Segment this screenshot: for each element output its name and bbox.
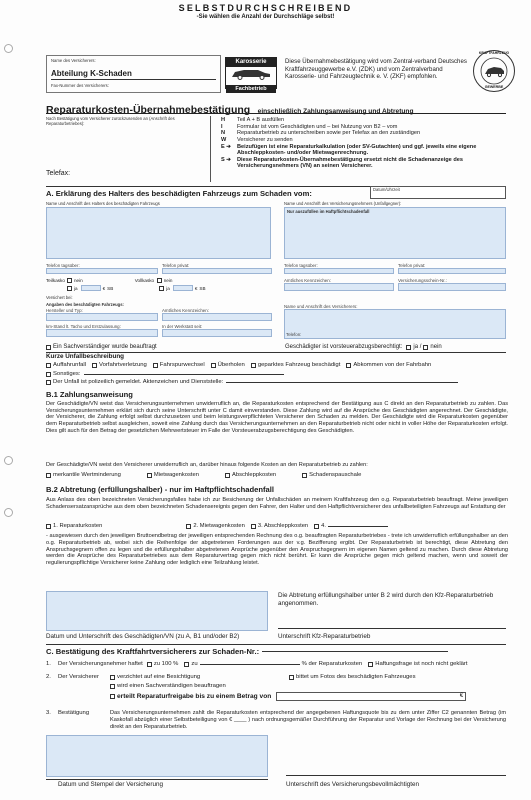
c-row2: 2. Der Versicherer verzichtet auf eine Besichtigung bittet um Fotos des beschädigten Fahrzeuges wird einen Sachverständigen beauftragen erteilt Reparaturfreigabe bis zu einem Betrag von € — [46, 674, 508, 701]
seal-top-text: KRAFTFAHRZEUG — [478, 51, 510, 55]
section-a-title: A. Erklärung des Halters des beschädigten Fahrzeugs zum Schaden vom: — [46, 189, 312, 198]
accident-type-row: Auffahrunfall Vorfahrtverletzung Fahrspurwechsel Überholen geparktes Fahrzeug beschädigt Abkommen von der Fahrbahn — [46, 362, 516, 368]
c-sign-left: Datum und Stempel der Versicherung — [58, 781, 164, 788]
repair-release-checkbox[interactable] — [110, 694, 115, 699]
instruction-row: E ➔ Beizufügen ist eine Reparaturkalkulation (oder SV-Gutachten) und ggf. jeweils eine eigene Abschleppkosten- und/oder Mietwagenrechnung. — [221, 143, 477, 157]
c-row3: 3. Bestätigung Das Versicherungsunternehmen zahlt die Reparaturkosten entsprechend der angegebenen Haftungsquote bis zu dem unter Ziffer C2 genannten Betrag (im Kaskofall abzüglich einer Selbstbeteiligung von € ____ ) nach ordnungsgemäßer Durchführung der Reparatur und Vorlage der Rechnung bei der Versicherung direkt an den Reparaturbetrieb. — [46, 710, 506, 730]
b1-text2: Der Geschädigte/VN weist den Versicherer unwiderruflich an, darüber hinaus folgende Kosten an den Reparaturbetrieb zu zahlen: — [46, 462, 368, 468]
vat-label: Geschädigter ist vorsteuerabzugsberechtigt: — [285, 344, 403, 350]
sonstiges-field[interactable] — [84, 374, 284, 375]
geschaedigter-signature-field[interactable] — [46, 591, 268, 631]
b2-sign-left: Datum und Unterschrift des Geschädigten/VN (zu A, B1 und/oder B2) — [46, 633, 240, 640]
instructions-list — [221, 117, 511, 170]
section-c-title: C. Bestätigung des Kraftfahrtversicherers zur Schaden-Nr.: — [46, 647, 260, 656]
vat-ja-checkbox[interactable] — [406, 345, 411, 350]
haftung-100-checkbox[interactable] — [147, 662, 152, 667]
car-icon — [226, 67, 276, 80]
vehicle-plate-label: Amtliches Kennzeichen: — [162, 308, 209, 313]
vn-plate-label: Amtliches Kennzeichen: — [284, 278, 331, 283]
return-address-box[interactable] — [46, 116, 211, 182]
schaden-nr-field[interactable] — [262, 651, 448, 652]
phone-day-field[interactable] — [46, 268, 158, 274]
policy-number-label: Versicherungsschein-Nr.: — [398, 278, 447, 283]
c-row3-text: Das Versicherungsunternehmen zahlt die Reparaturkosten entsprechend der angegebenen Haftungsquote bis zu dem unter Ziffer C2 genannten Betrag (im Kaskofall abzüglich einer Selbstbeteiligung von € ____ ) nach ordnungsgemäßer Durchführung der Reparatur und Vorlage der Rechnung bei der Versicherung direkt an den Reparaturbetrieb. — [110, 710, 506, 730]
vollkasko-label: Vollkasko — [134, 278, 155, 283]
vn-label: Name und Anschrift des Versicherungsnehmers (Unfallgegner): — [284, 201, 402, 206]
holder-label: Name und Anschrift des Halters des beschädigten Fahrzeugs — [46, 201, 160, 206]
insurer-fax-label: Fax-Nummer des Versicherers: — [51, 83, 109, 88]
insurer-signature-line[interactable] — [286, 775, 506, 776]
haftung-quote-checkbox[interactable] — [184, 662, 189, 667]
accident-type-checkbox[interactable] — [153, 363, 158, 368]
instruction-row: I Formular ist vom Geschädigten und – bei Nutzung von B2 – vom — [221, 123, 398, 130]
b2-mietwagen-checkbox[interactable] — [186, 524, 191, 529]
teilkasko-label: Teilkasko — [46, 278, 65, 283]
teilkasko-sb-field[interactable] — [81, 285, 101, 291]
vn-insurer-label: Name und Anschrift des Versicherers: — [284, 304, 358, 309]
policy-number-field[interactable] — [398, 283, 506, 291]
b1-text: Der Geschädigte/VN weist das Versicherungsunternehmen unwiderruflich an, die Reparaturkosten entsprechend der Bestätigung aus C direkt an den Reparaturbetrieb zu zahlen. Das Versicherungsunternehmen erklärt sich durch seine Unterschrift unter C damit einverstanden. Diese Zahlung wird auf die Ansprüche des Geschädigten angerechnet. Der Geschädigte, der Versicherer, die Zahlung erfolgt selbst durchzusetzen und beim leistungsverpflichteten Versicherer den Schaden zu melden. Der Geschädigte wird die Reparaturkosten gegenüber dem Reparaturbetrieb selbst ausgleichen, soweit eine Zahlung durch das Versicherungsunternehmen an den Reparaturbetrieb nicht oder nicht in voller Höhe der Reparaturkosten erfolgt. Dies gilt auch für den Betrag der gesetzlichen Mehrwertsteuer im Falle der Vorsteuerabzugsberechtigung des Geschädigten. — [46, 401, 508, 434]
instruction-row: N Reparaturbetrieb zu unterschreiben sowie per Telefax an den zuständigen — [221, 130, 421, 137]
workshop-signature-line[interactable] — [278, 628, 506, 629]
teilkasko-nein-checkbox[interactable] — [67, 278, 72, 283]
vehicle-data-label: Angaben des beschädigten Fahrzeugs: — [46, 302, 124, 307]
vn-insurer-field[interactable]: Telefon: — [284, 309, 506, 339]
sonstiges-label: Sonstiges: — [53, 371, 81, 377]
telefax-label: Telefax: — [46, 170, 71, 177]
b2-accept-text: Die Abtretung erfüllungshalber unter B 2 wird durch den Kfz-Reparaturbetrieb angenommen. — [278, 592, 494, 607]
c-row1: 1. Der Versicherungsnehmer haftet zu 100 % zu % der Reparaturkosten Haftungsfrage ist noch nicht geklärt — [46, 661, 468, 667]
holder-address-field[interactable] — [46, 207, 271, 259]
punch-hole-middle — [4, 456, 13, 465]
haftung-unklar-checkbox[interactable] — [368, 662, 373, 667]
workshop-since-label: In der Werkstatt seit: — [162, 324, 203, 329]
b2-title: B.2 Abtretung (erfüllungshalber) - nur im Haftpflichtschadenfall — [46, 485, 274, 494]
return-address-label: Nach Bestätigung vom Versicherer zurückzusenden an (Anschrift des Reparaturbetriebes): — [46, 116, 175, 126]
teilkasko-ja-checkbox[interactable] — [67, 286, 72, 291]
b2-text2: - ausgewiesen durch den jeweiligen Bruttoendbetrag der jeweiligen entsprechenden Rechnung des o.g. beauftragten Reparaturbetriebes - trete ich unwiderruflich erfüllungshalber an den o.g. Reparaturbetrieb ab, wobei sich die Reihenfolge der abgetretenen Forderungen aus der v.g. Bezifferung ergibt. Der Reparaturbetrieb ist berechtigt, diese Abtretung den Anspruchsgegnern offen zu legen und die erfüllungshalber abgetretenen Ansprüche gegenüber den Anspruchsgegnern im eigenen Namen geltend zu machen. Durch diese Abtretung werden die Ansprüche des Reparaturbetriebes aus dem Reparaturvertrag gegen mich nicht berührt. Er kann die Ansprüche gegen mich geltend machen, wenn und soweit der regulierungspflichtige Versicherer keine Zahlung oder lediglich eine Teilzahlung leistet. — [46, 533, 508, 567]
phone-private-field[interactable] — [162, 268, 272, 274]
vehicle-plate-field[interactable] — [162, 313, 272, 321]
accident-type-checkbox[interactable] — [251, 363, 256, 368]
short-desc-title: Kurze Unfallbeschreibung — [46, 353, 125, 360]
photos-checkbox[interactable] — [289, 675, 294, 680]
b2-other-checkbox[interactable] — [314, 524, 319, 529]
pauschale-checkbox[interactable] — [302, 473, 307, 478]
km-field[interactable] — [46, 329, 158, 337]
liability-only-label: Nur auszufüllen im Haftpflichtschadenfall — [287, 209, 370, 214]
insurer-name-label: Name des Versicherers: — [51, 58, 96, 63]
workshop-since-field[interactable] — [162, 329, 272, 337]
insurer-stamp-field[interactable] — [46, 735, 268, 777]
main-title-suffix: einschließlich Zahlungsanweisung und Abtretung — [257, 108, 414, 115]
b2-reparatur-checkbox[interactable] — [46, 524, 51, 529]
sonstiges-checkbox[interactable] — [46, 372, 51, 377]
repair-release-amount-field[interactable]: € — [276, 692, 466, 701]
vollkasko-nein-checkbox[interactable] — [157, 278, 162, 283]
expert-checkbox[interactable] — [46, 345, 51, 350]
instruction-row: H Teil A + B ausfüllen — [221, 117, 285, 123]
police-label: Der Unfall ist polizeilich gemeldet. Aktenzeichen und Dienststelle: — [53, 379, 224, 385]
police-field[interactable] — [226, 382, 458, 383]
b2-items: 1. Reparaturkosten 2. Mietwagenkosten 3. Abschleppkosten 4. — [46, 523, 388, 529]
instruction-row: S ➔ Diese Reparaturkosten-Übernahmebestätigung ersetzt nicht die Schadenanzeige des Versicherungsnehmers (VN) an seinen Versicherer. — [221, 156, 463, 170]
expert-label: Ein Sachverständiger wurde beauftragt — [53, 344, 157, 350]
punch-hole-top — [4, 44, 13, 53]
karosserie-logo — [225, 57, 277, 92]
logo-top-text: Karosserie — [226, 58, 276, 67]
police-checkbox[interactable] — [46, 380, 51, 385]
no-inspection-checkbox[interactable] — [110, 675, 115, 680]
km-label: km-Stand lt. Tacho und Erstzulassung: — [46, 324, 121, 329]
vn-phone-day-field[interactable] — [284, 268, 394, 274]
accident-type-checkbox[interactable] — [211, 363, 216, 368]
title-rule — [46, 113, 506, 114]
phone-private-label: Telefon privat: — [162, 263, 190, 268]
accident-type-checkbox[interactable] — [92, 363, 97, 368]
mietwagen-checkbox[interactable] — [147, 473, 152, 478]
b2-sign-right: Unterschrift Kfz-Reparaturbetrieb — [278, 633, 371, 640]
vollkasko-ja-checkbox[interactable] — [159, 286, 164, 291]
vn-address-field[interactable] — [284, 207, 506, 259]
maker-label: Hersteller und Typ: — [46, 308, 83, 313]
endorsement-text: Diese Übernahmebestätigung wird vom Zentral-verband Deutsches Kraftfahrzeuggewerbe e.V. (ZDK) und vom Zentralverband Karosserie- und Fahrzeugtechnik e. V. (ZKF) empfohlen. — [285, 58, 467, 80]
accident-type-checkbox[interactable] — [46, 363, 51, 368]
b2-text: Aus Anlass des oben bezeichneten Versicherungsfalles habe ich zur Besicherung der Unfallschäden an meinem Kraftfahrzeug den o.g. Reparaturbetrieb beauftragt. Meine jeweiligen Schadensersatzansprüche aus dem oben bezeichneten Schadensereignis gegen den Fahrer, den Halter und den Haftpflichtversicherer des unfallbeteiligten Fahrzeugs auf Erstattung der — [46, 497, 508, 510]
form-header-subtitle: -Sie wählen die Anzahl der Durchschläge selbst! — [196, 14, 335, 20]
abschlepp-checkbox[interactable] — [225, 473, 230, 478]
seal-bottom-text: GEWERBE — [484, 85, 504, 89]
vn-plate-field[interactable] — [284, 283, 394, 291]
b2-other-field[interactable] — [328, 526, 388, 527]
vn-column: Name und Anschrift des Versicherungsnehmers (Unfallgegner): Nur auszufüllen im Haftpflichtschadenfall Telefon tagsüber: Telefon privat: Amtliches Kennzeichen: Versicherungsschein-Nr.: Name und Anschrift des Versicherers: Telefon: — [284, 201, 506, 206]
main-title: Reparaturkosten-Übernahmebestätigung — [46, 104, 251, 116]
maker-field[interactable] — [46, 313, 158, 321]
expert-commission-checkbox[interactable] — [110, 684, 115, 689]
accident-date-field[interactable]: Datum/Uhrzeit — [370, 186, 506, 199]
holder-column: Name und Anschrift des Halters des beschädigten Fahrzeugs Telefon tagsüber: Telefon privat: Teilkasko nein Vollkasko nein ja € SB ja € SB — [46, 201, 278, 301]
vat-nein-checkbox[interactable] — [423, 345, 428, 350]
b1-title: B.1 Zahlungsanweisung — [46, 390, 133, 399]
c-sign-right: Unterschrift des Versicherungsbevollmächtigten — [286, 781, 420, 788]
instruction-row: W Versicherer zu senden — [221, 137, 293, 144]
vollkasko-sb-field[interactable] — [173, 285, 193, 291]
phone-day-label: Telefon tagsüber: — [46, 263, 80, 268]
haftung-quote-field[interactable] — [200, 664, 300, 665]
wertminderung-checkbox[interactable] — [46, 473, 51, 478]
logo-bottom-text: Fachbetrieb — [226, 85, 276, 93]
vn-phone-private-field[interactable] — [398, 268, 506, 274]
b2-abschlepp-checkbox[interactable] — [251, 524, 256, 529]
form-page: SELBSTDURCHSCHREIBEND -Sie wählen die Anzahl der Durchschläge selbst! Name des Versicherers: Abteilung K-Schaden Fax-Nummer des Versicherers: Karosserie Fachbetrieb Diese Übernahmebestätigung wird vom Zentral-verband Deutsches Kraftfahrzeuggewerbe e.V. (ZDK) und vom Zentralverband Karosserie- und Fahrzeugtechnik e. V. (ZKF) empfohlen. KRAFTFAHRZEUG GEWERBE Reparaturkosten-Übernahmebestätigung einschließlich Zahlungsanweisung und Abtretung Nach Bestätigung vom Versicherer zurückzusenden an (Anschrift des Reparaturbetriebes): Telefax: H Teil A + B ausfüllen I Formular ist vom Geschädigten und – bei Nutzung von B2 – vom N Reparaturbetrieb zu unterschreiben sowie per Telefax an den zuständigen W Versicherer zu senden E ➔ Beizufügen ist eine Reparaturkalkulation (oder SV-Gutachten) und ggf. jeweils eine eigene Abschleppkosten- und/oder Mietwagenrechnung. S ➔ Diese Reparaturkosten-Übernahmebestätigung ersetzt nicht die Schadenanzeige des Versicherungsnehmers (VN) an seinen Versicherer. A. Erklärung des Halters des beschädigten Fahrzeugs zum Schaden vom: Datum/Uhrzeit Name und Anschrift des Halters des beschädigten Fahrzeugs Telefon tagsüber: Telefon privat: Teilkasko nein Vollkasko nein ja € SB ja € SB Versichert bei: Angaben des beschädigten Fahrzeugs: Hersteller und Typ: Amtliches Kennzeichen: km-Stand lt. Tacho und Erstzulassung: In der Werkstatt seit: Name und Anschrift des Versicherungsnehmers (Unfallgegner): Nur auszufüllen im Haftpflichtschadenfall Telefon tagsüber: Telefon privat: Amtliches Kennzeichen: Versicherungsschein-Nr.: Name und Anschrift des Versicherers: Telefon: Ein Sachverständiger wurde beauftragt Geschädigter ist vorsteuerabzugsberechtigt: ja / nein Kurze Unfallbeschreibung Auffahrunfall Vorfahrtverletzung Fahrspurwechsel Überholen geparktes Fahrzeug beschädigt Abkommen von der Fahrbahn Sonstiges: Der Unfall ist polizeilich gemeldet. Aktenzeichen und Dienststelle: B.1 Zahlungsanweisung Der Geschädigte/VN weist das Versicherungsunternehmen unwiderruflich an, die Reparaturkosten entsprechend der Bestätigung aus C direkt an den Reparaturbetrieb zu zahlen. Das Versicherungsunternehmen erklärt sich durch seine Unterschrift unter C damit einverstanden. Diese Zahlung wird auf die Ansprüche des Geschädigten angerechnet. Der Geschädigte, der Versicherer, die Zahlung erfolgt selbst durchzusetzen und beim leistungsverpflichteten Versicherer den Schaden zu melden. Der Geschädigte wird die Reparaturkosten gegenüber dem Reparaturbetrieb selbst ausgleichen, soweit eine Zahlung durch das Versicherungsunternehmen an den Reparaturbetrieb nicht oder nicht in voller Höhe der Reparaturkosten erfolgt. Dies gilt auch für den Betrag der gesetzlichen Mehrwertsteuer im Falle der Vorsteuerabzugsberechtigung des Geschädigten. Der Geschädigte/VN weist den Versicherer unwiderruflich an, darüber hinaus folgende Kosten an den Reparaturbetrieb zu zahlen: merkantile Wertminderung Mietwagenkosten Abschleppkosten Schadenspauschale B.2 Abtretung (erfüllungshalber) - nur im Haftpflichtschadenfall Aus Anlass des oben bezeichneten Versicherungsfalles habe ich zur Besicherung der Unfallschäden an meinem Kraftfahrzeug den o.g. Reparaturbetrieb beauftragt. Meine jeweiligen Schadensersatzansprüche aus dem oben bezeichneten Schadensereignis gegen den Fahrer, den Halter und den Haftpflichtversicherer des unfallbeteiligten Fahrzeugs auf Erstattung der 1. Reparaturkosten 2. Mietwagenkosten 3. Abschleppkosten 4. - ausgewiesen durch den jeweiligen Bruttoendbetrag der jeweiligen entsprechenden Rechnung des o.g. beauftragten Reparaturbetriebes - trete ich unwiderruflich erfüllungshalber an den o.g. Reparaturbetrieb ab, wobei sich die Reihenfolge der abgetretenen Forderungen aus der v.g. Bezifferung ergibt. Der Reparaturbetrieb ist berechtigt, diese Abtretung den Anspruchsgegnern offen zu legen und die erfüllungshalber abgetretenen Ansprüche gegenüber den Anspruchsgegnern im eigenen Namen geltend zu machen. Durch diese Abtretung werden die Ansprüche des Reparaturbetriebes aus dem Reparaturvertrag gegen mich nicht berührt. Er kann die Ansprüche gegen mich geltend machen, wenn und soweit der regulierungspflichtige Versicherer keine Zahlung oder lediglich eine Teilzahlung leistet. Die Abtretung erfüllungshalber unter B 2 wird durch den Kfz-Reparaturbetrieb angenommen. Datum und Unterschrift des Geschädigten/VN (zu A, B1 und/oder B2) Unterschrift Kfz-Reparaturbetrieb C. Bestätigung des Kraftfahrtversicherers zur Schaden-Nr.: 1. Der Versicherungsnehmer haftet zu 100 % zu % der Reparaturkosten Haftungsfrage ist noch nicht geklärt 2. Der Versicherer verzichtet auf eine Besichtigung bittet um Fotos des beschädigten Fahrzeuges wird einen Sachverständigen beauftragen erteilt Reparaturfreigabe bis zu einem Betrag von € 3. Bestätigung Das Versicherungsunternehmen zahlt die Reparaturkosten entsprechend der angegebenen Haftungsquote bis zu dem unter Ziffer C2 genannten Betrag (im Kaskofall abzüglich einer Selbstbeteiligung von € ____ ) nach ordnungsgemäßer Durchführung der Reparatur und Vorlage der Rechnung bei der Versicherung direkt an den Reparaturbetrieb. Datum und Stempel der Versicherung Unterschrift des Versicherungsbevollmächtigten — [0, 0, 531, 800]
insured-at-label: Versichert bei: — [46, 295, 73, 300]
b1-options: merkantile Wertminderung Mietwagenkosten Abschleppkosten Schadenspauschale — [46, 472, 361, 478]
accident-type-checkbox[interactable] — [346, 363, 351, 368]
form-header-title: SELBSTDURCHSCHREIBEND — [178, 3, 353, 13]
insurer-address-box[interactable] — [46, 55, 221, 93]
department-value: Abteilung K-Schaden — [51, 69, 216, 80]
punch-hole-lower — [4, 508, 13, 517]
